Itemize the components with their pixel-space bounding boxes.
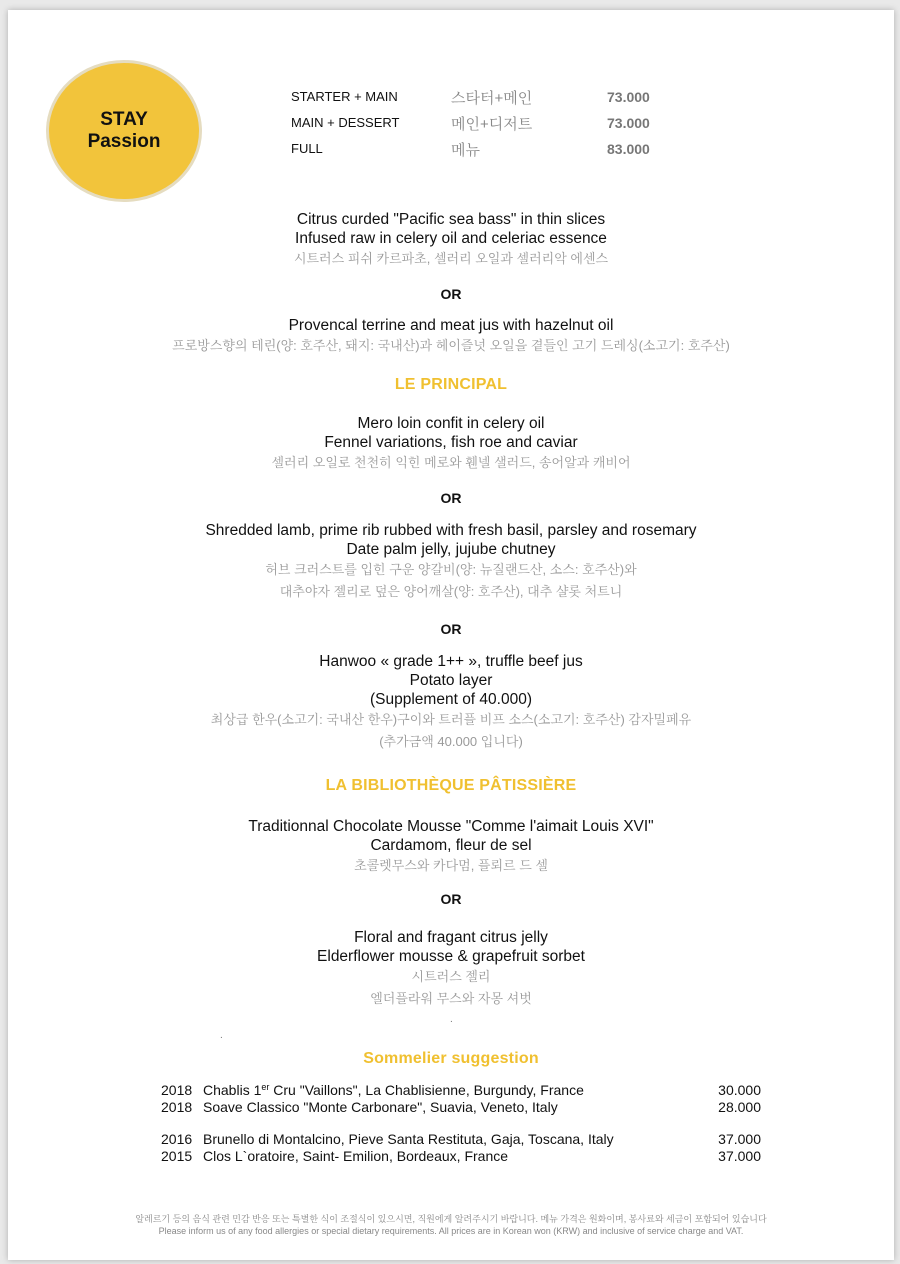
dish-description: Date palm jelly, jujube chutney xyxy=(346,541,556,558)
menu-page xyxy=(8,10,894,1260)
price-row xyxy=(291,113,691,139)
dish-name: Floral and fragant citrus jelly xyxy=(354,929,548,946)
wine-name: Brunello di Montalcino, Pieve Santa Restituta, Gaja, Toscana, Italy xyxy=(203,1131,614,1147)
dish-description: Elderflower mousse & grapefruit sorbet xyxy=(317,948,585,965)
dish-name-ko: 프로방스향의 테린(양: 호주산, 돼지: 국내산)과 헤이즐넛 오일을 곁들인 고기 드레싱(소고기: 호주산) xyxy=(172,338,730,353)
price-label-ko: 메뉴 xyxy=(451,142,480,159)
price-label: MAIN + DESSERT xyxy=(291,115,400,130)
logo-line-1: STAY xyxy=(100,109,148,130)
wine-name: Soave Classico "Monte Carbonare", Suavia, Veneto, Italy xyxy=(203,1099,558,1115)
wine-price: 37.000 xyxy=(718,1148,761,1164)
principal-dish-2 xyxy=(8,521,894,603)
dish-description: Infused raw in celery oil and celeriac essence xyxy=(295,230,607,247)
price-label-ko: 메인+디저트 xyxy=(451,116,533,133)
starter-dish-1 xyxy=(8,210,894,270)
price-value: 73.000 xyxy=(607,115,650,131)
principal-dish-1 xyxy=(8,414,894,474)
dessert-dish-1 xyxy=(8,817,894,877)
price-row xyxy=(291,139,691,165)
stay-logo xyxy=(46,60,202,202)
price-value: 73.000 xyxy=(607,89,650,105)
dish-name-ko: 대추야자 젤리로 덮은 양어깨살(양: 호주산), 대추 샬롯 처트니 xyxy=(279,584,623,599)
starter-dish-2 xyxy=(8,316,894,357)
price-list xyxy=(291,87,691,165)
wine-name: Clos L`oratoire, Saint- Emilion, Bordeaux, France xyxy=(203,1148,509,1164)
dish-description: Potato layer xyxy=(409,672,493,689)
wine-row xyxy=(161,1131,761,1148)
section-title-principal: LE PRINCIPAL xyxy=(394,376,508,393)
dish-name: Mero loin confit in celery oil xyxy=(357,415,545,432)
footer-note xyxy=(8,1213,894,1237)
dish-name-ko: (추가금액 40.000 입니다) xyxy=(379,734,523,749)
dish-name-ko: 허브 크러스트를 입힌 구운 양갈비(양: 뉴질랜드산, 소스: 호주산)와 xyxy=(265,562,637,577)
price-label: FULL xyxy=(291,141,323,156)
wine-list-white xyxy=(161,1082,761,1116)
dish-name-ko: 셀러리 오일로 천천히 익힌 메로와 휀넬 샐러드, 송어알과 캐비어 xyxy=(271,455,631,470)
section-title-patisserie: LA BIBLIOTHÈQUE PÂTISSIÈRE xyxy=(325,777,577,794)
dish-name-ko: 시트러스 젤리 xyxy=(411,969,491,984)
dish-name-ko: 엘더플라워 무스와 자몽 셔벗 xyxy=(370,991,532,1006)
logo-line-2: Passion xyxy=(87,131,161,152)
wine-year: 2016 xyxy=(161,1131,193,1147)
wine-year: 2015 xyxy=(161,1148,193,1164)
wine-name: Chablis 1er Cru "Vaillons", La Chablisienne, Burgundy, France xyxy=(203,1082,584,1098)
dish-name: Traditionnal Chocolate Mousse "Comme l'aimait Louis XVI" xyxy=(248,818,654,835)
wine-price: 28.000 xyxy=(718,1099,761,1115)
price-value: 83.000 xyxy=(607,141,650,157)
decorative-dot: . xyxy=(450,1014,453,1025)
footer-note-en: Please inform us of any food allergies or special dietary requirements. All prices are in Korean won (KRW) and inclusive of service charge and VAT. xyxy=(158,1226,744,1236)
dish-name: Provencal terrine and meat jus with hazelnut oil xyxy=(288,317,614,334)
decorative-dot: . xyxy=(220,1030,223,1041)
principal-dish-3 xyxy=(8,652,894,753)
dish-name: Citrus curded "Pacific sea bass" in thin slices xyxy=(296,211,606,228)
dish-description: Cardamom, fleur de sel xyxy=(370,837,532,854)
wine-list-red xyxy=(161,1131,761,1165)
wine-row xyxy=(161,1082,761,1099)
wine-row xyxy=(161,1148,761,1165)
dish-name: Shredded lamb, prime rib rubbed with fresh basil, parsley and rosemary xyxy=(205,522,697,539)
footer-note-ko: 알레르기 등의 음식 관련 민감 반응 또는 특별한 식이 조절식이 있으시면, 직원에게 알려주시기 바랍니다. 메뉴 가격은 원화이며, 봉사료와 세금이 포함되어 있습니다 xyxy=(135,1214,767,1224)
dish-description: Fennel variations, fish roe and caviar xyxy=(324,434,578,451)
dish-name: Hanwoo « grade 1++ », truffle beef jus xyxy=(319,653,583,670)
wine-row xyxy=(161,1099,761,1116)
dessert-dish-2 xyxy=(8,928,894,1010)
wine-year: 2018 xyxy=(161,1099,193,1115)
section-title-sommelier: Sommelier suggestion xyxy=(363,1050,539,1067)
wine-price: 37.000 xyxy=(718,1131,761,1147)
dish-name-ko: 최상급 한우(소고기: 국내산 한우)구이와 트러플 비프 소스(소고기: 호주산) 감자밀페유 xyxy=(210,712,692,727)
or-divider: OR xyxy=(440,891,462,907)
dish-name-ko: 시트러스 피쉬 카르파초, 셀러리 오일과 셀러리악 에센스 xyxy=(293,251,609,266)
price-label-ko: 스타터+메인 xyxy=(451,90,533,107)
wine-price: 30.000 xyxy=(718,1082,761,1098)
wine-year: 2018 xyxy=(161,1082,193,1098)
price-row xyxy=(291,87,691,113)
dish-supplement: (Supplement of 40.000) xyxy=(370,691,532,708)
or-divider: OR xyxy=(440,286,462,302)
dish-name-ko: 초콜렛무스와 카다멈, 플뢰르 드 셀 xyxy=(354,858,548,873)
or-divider: OR xyxy=(440,490,462,506)
price-label: STARTER + MAIN xyxy=(291,89,398,104)
or-divider: OR xyxy=(440,621,462,637)
